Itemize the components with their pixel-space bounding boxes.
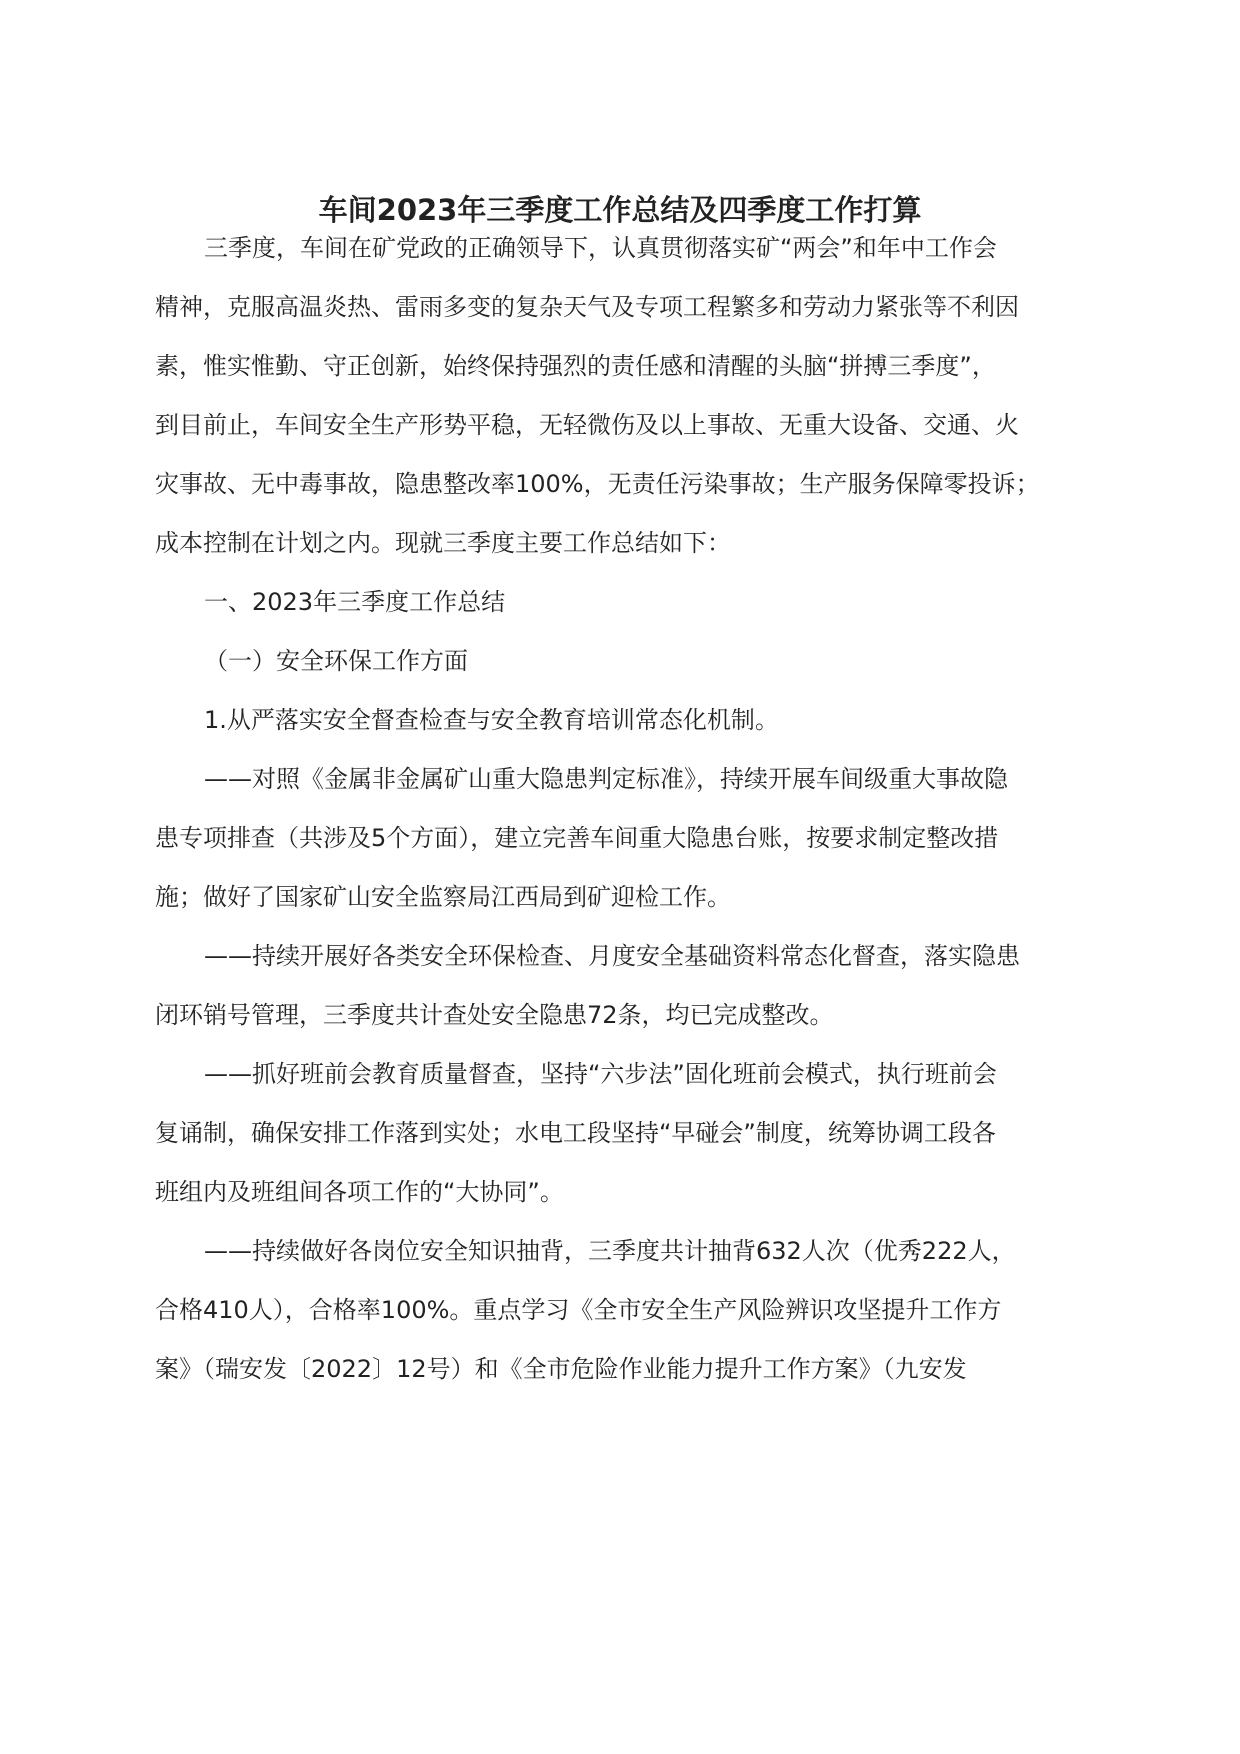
body-line: 闭环销号管理，三季度共计查处安全隐患72条，均已完成整改。 bbox=[155, 1001, 834, 1029]
body-line: 三季度，车间在矿党政的正确领导下，认真贯彻落实矿“两会”和年中工作会 bbox=[204, 234, 997, 262]
body-line: 到目前止，车间安全生产形势平稳，无轻微伤及以上事故、无重大设备、交通、火 bbox=[155, 411, 1019, 439]
body-line: 素，惟实惟勤、守正创新，始终保持强烈的责任感和清醒的头脑“拼搏三季度”， bbox=[155, 352, 996, 380]
body-line: 案》（瑞安发〔2022〕12号）和《全市危险作业能力提升工作方案》（九安发 bbox=[155, 1355, 967, 1383]
body-line: 患专项排查（共涉及5个方面），建立完善车间重大隐患台账，按要求制定整改措 bbox=[155, 824, 999, 852]
body-line: ——持续做好各岗位安全知识抽背，三季度共计抽背632人次（优秀222人， bbox=[204, 1237, 1016, 1265]
body-line: ——对照《金属非金属矿山重大隐患判定标准》，持续开展车间级重大事故隐 bbox=[204, 765, 1008, 793]
body-line: 灾事故、无中毒事故，隐患整改率100%，无责任污染事故；生产服务保障零投诉； bbox=[155, 470, 1040, 498]
item-heading: 1.从严落实安全督查检查与安全教育培训常态化机制。 bbox=[204, 706, 779, 734]
section-heading: 一、2023年三季度工作总结 bbox=[204, 588, 506, 616]
body-line: ——抓好班前会教育质量督查，坚持“六步法”固化班前会模式，执行班前会 bbox=[204, 1060, 997, 1088]
subsection-heading: （一）安全环保工作方面 bbox=[204, 647, 468, 675]
document-title: 车间2023年三季度工作总结及四季度工作打算 bbox=[318, 193, 922, 227]
body-line: 复诵制，确保安排工作落到实处；水电工段坚持“早碰会”制度，统筹协调工段各 bbox=[155, 1119, 996, 1147]
body-line: ——持续开展好各类安全环保检查、月度安全基础资料常态化督查，落实隐患 bbox=[204, 942, 1020, 970]
body-line: 班组内及班组间各项工作的“大协同”。 bbox=[155, 1178, 564, 1206]
body-line: 施；做好了国家矿山安全监察局江西局到矿迎检工作。 bbox=[155, 883, 731, 911]
body-line: 合格410人），合格率100%。重点学习《全市安全生产风险辨识攻坚提升工作方 bbox=[155, 1296, 1002, 1324]
body-line: 精神，克服高温炎热、雷雨多变的复杂天气及专项工程繁多和劳动力紧张等不利因 bbox=[155, 293, 1019, 321]
body-line: 成本控制在计划之内。现就三季度主要工作总结如下： bbox=[155, 529, 731, 557]
